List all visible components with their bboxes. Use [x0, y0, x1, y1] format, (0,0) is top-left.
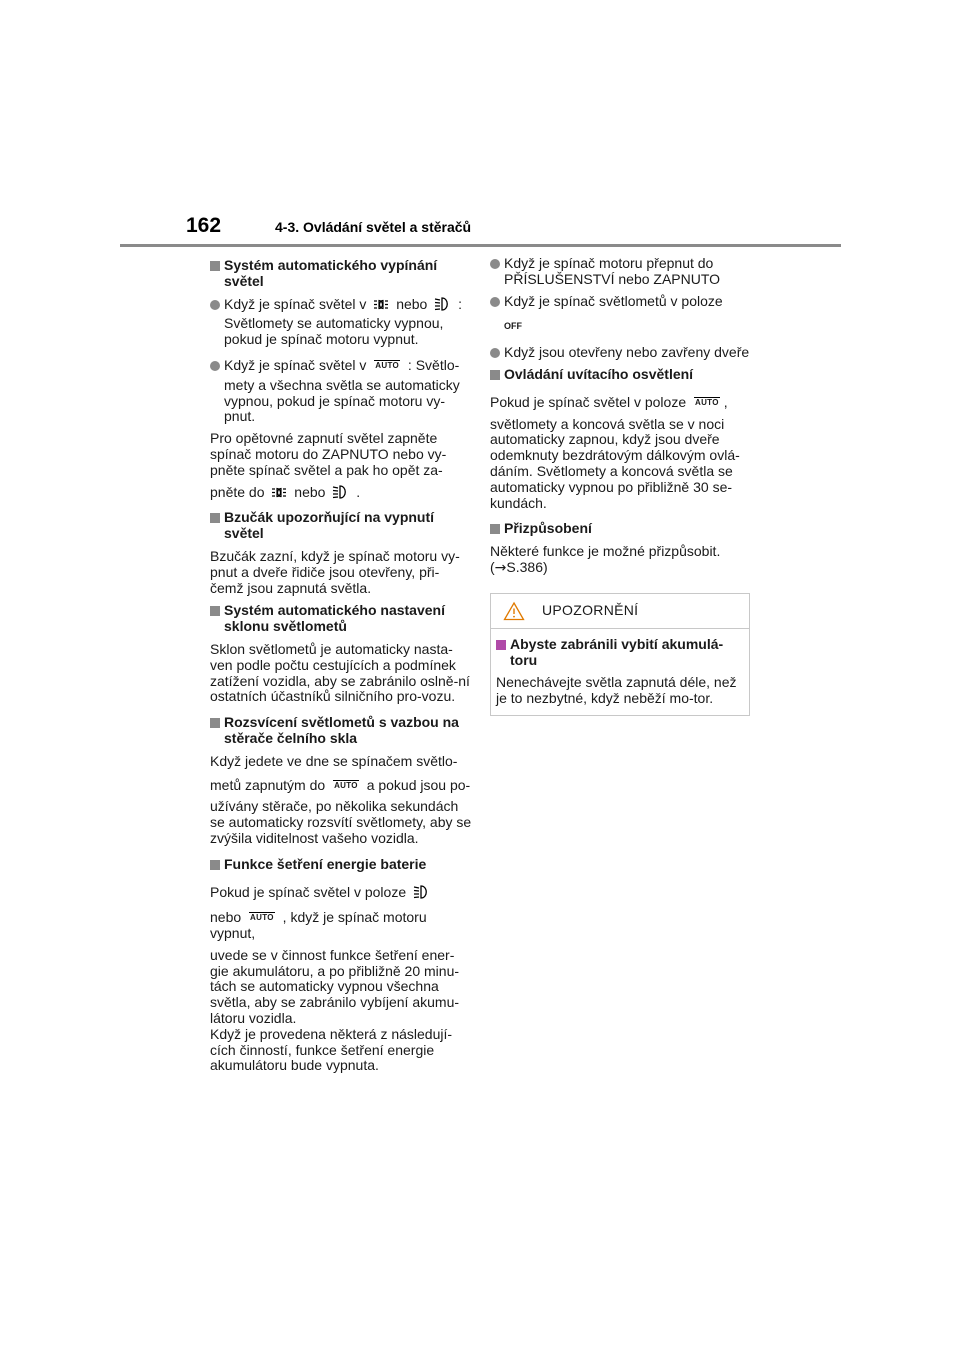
left-column — [210, 256, 472, 1081]
square-bullet-icon — [496, 640, 506, 650]
auto-icon: AUTO — [695, 397, 719, 407]
square-bullet-icon — [490, 524, 500, 534]
warning-triangle-icon — [503, 601, 525, 621]
cross-reference[interactable]: (→S.386) — [490, 558, 548, 576]
section-heading: Ovládání uvítacího osvětlení — [490, 367, 752, 383]
square-bullet-icon — [210, 718, 220, 728]
square-bullet-icon — [490, 370, 500, 380]
auto-icon: AUTO — [250, 913, 274, 923]
bullet-item: Když je spínač světel v AUTO : Světlo- mety a všechna světla se automaticky vypnou, pokud je spínač motoru vy-pnut. — [210, 358, 472, 425]
paragraph: uvede se v činnost funkce šetření ener-gie akumulátoru, a po přibližně 20 minu-tách se automaticky vypnou všechna světla, aby se zabránilo vybíjení akumu-látoru vozidla. — [210, 946, 460, 1027]
parking-light-icon — [373, 298, 389, 311]
caution-box — [490, 593, 750, 716]
round-bullet-icon — [210, 300, 220, 310]
section-heading: Systém automatického vypínání světel — [210, 258, 472, 290]
caution-heading: Abyste zabránili vybití akumulá-toru — [496, 637, 745, 669]
square-bullet-icon — [210, 513, 220, 523]
round-bullet-icon — [490, 348, 500, 358]
caution-text: Nenechávejte světla zapnutá déle, než je to nezbytné, když neběží mo-tor. — [496, 674, 737, 707]
headlight-icon — [434, 297, 451, 311]
paragraph: užívány stěrače, po několika sekundách se automaticky rozsvítí světlomety, aby se zvýšila viditelnost vašeho vozidla. — [210, 798, 472, 846]
section-heading: Rozsvícení světlometů s vazbou na stěrače čelního skla — [210, 715, 472, 747]
header-rule — [120, 244, 841, 247]
right-column — [490, 256, 752, 716]
page-number: 162 — [186, 214, 222, 237]
off-icon: OFF — [504, 321, 522, 332]
paragraph: nebo AUTO , když je spínač motoru vypnut, — [210, 909, 427, 942]
square-bullet-icon — [210, 860, 220, 870]
paragraph: pněte do nebo . — [210, 483, 361, 500]
round-bullet-icon — [490, 297, 500, 307]
chapter-title: 4-3. Ovládání světel a stěračů — [275, 219, 472, 235]
paragraph: Pro opětovné zapnutí světel zapněte spínač motoru do ZAPNUTO nebo vy-pněte spínač světel a pak ho opět za- — [210, 430, 447, 478]
auto-icon: AUTO — [375, 360, 400, 370]
arrow-right-icon: → — [494, 559, 507, 576]
round-bullet-icon — [490, 259, 500, 269]
paragraph: Bzučák zazní, když je spínač motoru vy-pnut a dveře řidiče jsou otevřeny, při-čemž jsou zapnutá světla. — [210, 547, 460, 596]
paragraph: Pokud je spínač světel v poloze — [210, 885, 472, 901]
page-header — [0, 0, 960, 250]
paragraph: Některé funkce je možné přizpůsobit. (→S.386) — [490, 544, 752, 577]
section-heading: Bzučák upozorňující na vypnutí světel — [210, 510, 472, 542]
caution-header — [491, 594, 749, 629]
bullet-item: Když je spínač světel v nebo : Světlomety se automaticky vypnou, pokud je spínač motoru vypnut. — [210, 297, 472, 348]
paragraph: Sklon světlometů je automaticky nasta-ven podle počtu cestujících a podmínek zatížení vozidla, aby se zabránilo oslně-ní ostatních účastníků silničního pro-vozu. — [210, 640, 470, 705]
section-heading: Funkce šetření energie baterie — [210, 857, 472, 873]
square-bullet-icon — [210, 261, 220, 271]
square-bullet-icon — [210, 606, 220, 616]
paragraph: světlomety a koncová světla se v noci automaticky zapnou, když jsou dveře odemknuty bezdrátovým dálkovým ovlá-dáním. Světlomety a koncová světla se automaticky vypnou po přibližně 30 se-kundách. — [490, 415, 740, 511]
paragraph: Když je provedena některá z následují-cích činností, funkce šetření energie akumulátoru bude vypnuta. — [210, 1025, 453, 1074]
auto-icon: AUTO — [334, 780, 358, 790]
section-heading: Systém automatického nastavení sklonu světlometů — [210, 603, 472, 635]
caution-body — [491, 629, 749, 715]
bullet-item: Když jsou otevřeny nebo zavřeny dveře — [490, 345, 752, 361]
paragraph: Pokud je spínač světel v poloze AUTO , — [490, 393, 728, 410]
parking-light-icon — [271, 486, 287, 499]
headlight-icon — [413, 885, 430, 899]
caution-title: UPOZORNĚNÍ — [542, 601, 639, 618]
paragraph: Když jedete ve dne se spínačem světlo- — [210, 752, 458, 769]
paragraph: metů zapnutým do AUTO a pokud jsou po- — [210, 776, 471, 793]
section-heading: Přizpůsobení — [490, 521, 752, 537]
round-bullet-icon — [210, 361, 220, 371]
bullet-item: Když je spínač motoru přepnut do PŘÍSLUŠENSTVÍ nebo ZAPNUTO — [490, 256, 752, 288]
headlight-icon — [332, 485, 349, 499]
bullet-item: Když je spínač světlometů v poloze — [490, 294, 752, 310]
